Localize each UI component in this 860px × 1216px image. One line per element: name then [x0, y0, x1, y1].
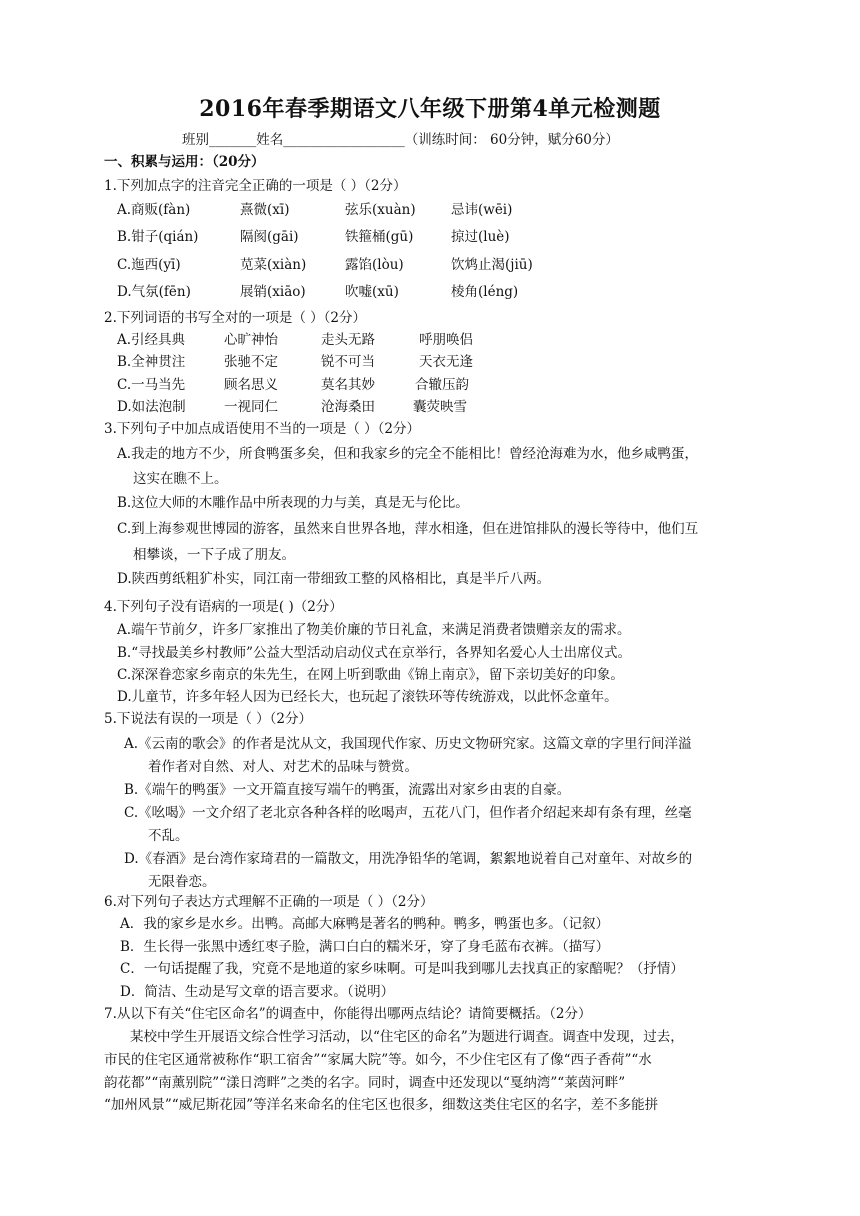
q1-stem: 1.下列加点字的注音完全正确的一项是（ ）（2分）	[104, 178, 407, 194]
option-word: 熹微(xī)	[240, 202, 290, 218]
option-word: 弦乐(xuàn)	[345, 202, 416, 218]
q7-paragraph-line: 某校中学生开展语文综合性学习活动，以“住宅区的命名”为题进行调查。调查中发现，过去，	[130, 1029, 684, 1045]
q5-option-c-cont: 不乱。	[148, 828, 189, 844]
option-word: 掠过(luè)	[451, 229, 510, 245]
option-word: 囊荧映雪	[413, 399, 467, 415]
q7-paragraph-line: 韵花都”“南薰别院”“漾日湾畔”之类的名字。同时，调查中还发现以“戛纳湾”“莱茵河畔”	[104, 1075, 626, 1091]
info-line: 班别_______姓名__________________（训练时间： 60分钟，赋分60分）	[182, 132, 619, 148]
option-word: 心旷神怡	[224, 332, 278, 348]
q7-stem: 7.从以下有关“住宅区命名”的调查中，你能得出哪两点结论？请简要概括。（2分）	[104, 1006, 592, 1022]
q6-option-b: B．生长得一张黑中透红枣子脸，满口白白的糯米牙，穿了身毛蓝布衣裤。（描写）	[120, 939, 610, 955]
q6-option-a: A．我的家乡是水乡。出鸭。高邮大麻鸭是著名的鸭种。鸭多，鸭蛋也多。（记叙）	[120, 916, 609, 932]
q6-option-c: C．一句话提醒了我，究竟不是地道的家乡味啊。可是叫我到哪儿去找真正的家醅呢？（抒情）	[120, 961, 684, 977]
option-word: B.全神贯注	[117, 354, 186, 370]
q3-option-d: D.陕西剪纸粗犷朴实，同江南一带细致工整的风格相比，真是半斤八两。	[117, 571, 551, 587]
q5-option-b: B.《端午的鸭蛋》一文开篇直接写端午的鸭蛋，流露出对家乡由衷的自豪。	[124, 782, 571, 798]
q5-option-c: C.《吆喝》一文介绍了老北京各种各样的吆喝声，五花八门，但作者介绍起来却有条有理，丝毫	[124, 805, 692, 821]
q2-stem: 2.下列词语的书写全对的一项是（ ）（2分）	[104, 310, 367, 326]
option-word: D.如法泡制	[117, 399, 186, 415]
q4-option-b: B.“寻找最美乡村教师”公益大型活动启动仪式在京举行，各界知名爱心人士出席仪式。	[117, 645, 632, 661]
option-word: 饮鸩止渴(jiū)	[451, 257, 533, 273]
option-word: A.引经具典	[117, 332, 186, 348]
q3-option-c-cont: 相攀谈，一下子成了朋友。	[133, 547, 295, 563]
q4-option-c: C.深深眷恋家乡南京的朱先生，在网上听到歌曲《锦上南京》，留下亲切美好的印象。	[117, 667, 624, 683]
option-word: 棱角(léng)	[451, 284, 519, 300]
option-word: C.迤西(yī)	[117, 257, 181, 273]
option-word: 露馅(lòu)	[345, 257, 404, 273]
q3-option-a: A.我走的地方不少，所食鸭蛋多矣，但和我家乡的完全不能相比！曾经沧海难为水，他乡咸鸭蛋，	[117, 446, 699, 462]
q5-option-d-cont: 无限眷恋。	[148, 874, 216, 890]
q4-option-d: D.儿童节，许多年轻人因为已经长大，也玩起了滚铁环等传统游戏，以此怀念童年。	[117, 689, 618, 705]
option-word: 天衣无逢	[419, 354, 473, 370]
option-word: 张驰不定	[224, 354, 278, 370]
q3-stem: 3.下列句子中加点成语使用不当的一项是（ ）（2分）	[104, 421, 421, 437]
option-word: 锐不可当	[321, 354, 375, 370]
q7-paragraph-line: “加州风景”“威尼斯花园”等洋名来命名的住宅区也很多，细数这类住宅区的名字，差不多能拼	[104, 1097, 659, 1113]
option-word: C.一马当先	[117, 377, 186, 393]
q3-option-a-cont: 这实在瞧不上。	[133, 471, 228, 487]
option-word: 苋菜(xiàn)	[240, 257, 307, 273]
page-title: 2016年春季期语文八年级下册第4单元检测题	[199, 96, 661, 122]
option-word: D.气氛(fēn)	[117, 284, 191, 300]
q4-stem: 4.下列句子没有语病的一项是( )（2分）	[104, 599, 343, 615]
q6-stem: 6.对下列句子表达方式理解不正确的一项是（ ）（2分）	[104, 894, 434, 910]
option-word: 铁箍桶(gū)	[345, 229, 414, 245]
section-heading: 一、积累与运用：（20分）	[104, 154, 265, 170]
q5-option-a: A.《云南的歌会》的作者是沈从文，我国现代作家、历史文物研究家。这篇文章的字里行间洋溢	[124, 736, 692, 752]
option-word: 吹嘘(xū)	[345, 284, 399, 300]
option-word: B.钳子(qián)	[117, 229, 199, 245]
q6-option-d: D．简洁、生动是写文章的语言要求。（说明）	[120, 984, 395, 1000]
q4-option-a: A.端午节前夕，许多厂家推出了物美价廉的节日礼盒，来满足消费者馈赠亲友的需求。	[117, 622, 631, 638]
option-word: 隔阂(gāi)	[240, 229, 299, 245]
option-word: 走头无路	[321, 332, 375, 348]
option-word: 顾名思义	[224, 377, 278, 393]
q7-paragraph-line: 市民的住宅区通常被称作“职工宿舍”“家属大院”等。如今，不少住宅区有了像“西子香荷”“水	[104, 1052, 652, 1068]
option-word: 忌讳(wēi)	[451, 202, 513, 218]
q3-option-c: C.到上海参观世博园的游客，虽然来自世界各地，萍水相逢，但在进馆排队的漫长等待中，他们互	[117, 521, 699, 537]
option-word: 展销(xiāo)	[240, 284, 306, 300]
option-word: 合辙压韵	[415, 377, 469, 393]
option-word: 呼朋唤侣	[419, 332, 473, 348]
option-word: 莫名其妙	[321, 377, 375, 393]
q5-option-d: D.《春酒》是台湾作家琦君的一篇散文，用洗净铅华的笔调，絮絮地说着自己对童年、对故乡的	[124, 851, 693, 867]
q3-option-b: B.这位大师的木雕作品中所表现的力与美，真是无与伦比。	[117, 495, 469, 511]
option-word: 沧海桑田	[321, 399, 375, 415]
q5-option-a-cont: 着作者对自然、对人、对艺术的品味与赞赏。	[148, 759, 418, 775]
option-word: A.商贩(fàn)	[117, 202, 191, 218]
option-word: 一视同仁	[224, 399, 278, 415]
q5-stem: 5.下说法有误的一项是（ ）（2分）	[104, 711, 313, 727]
